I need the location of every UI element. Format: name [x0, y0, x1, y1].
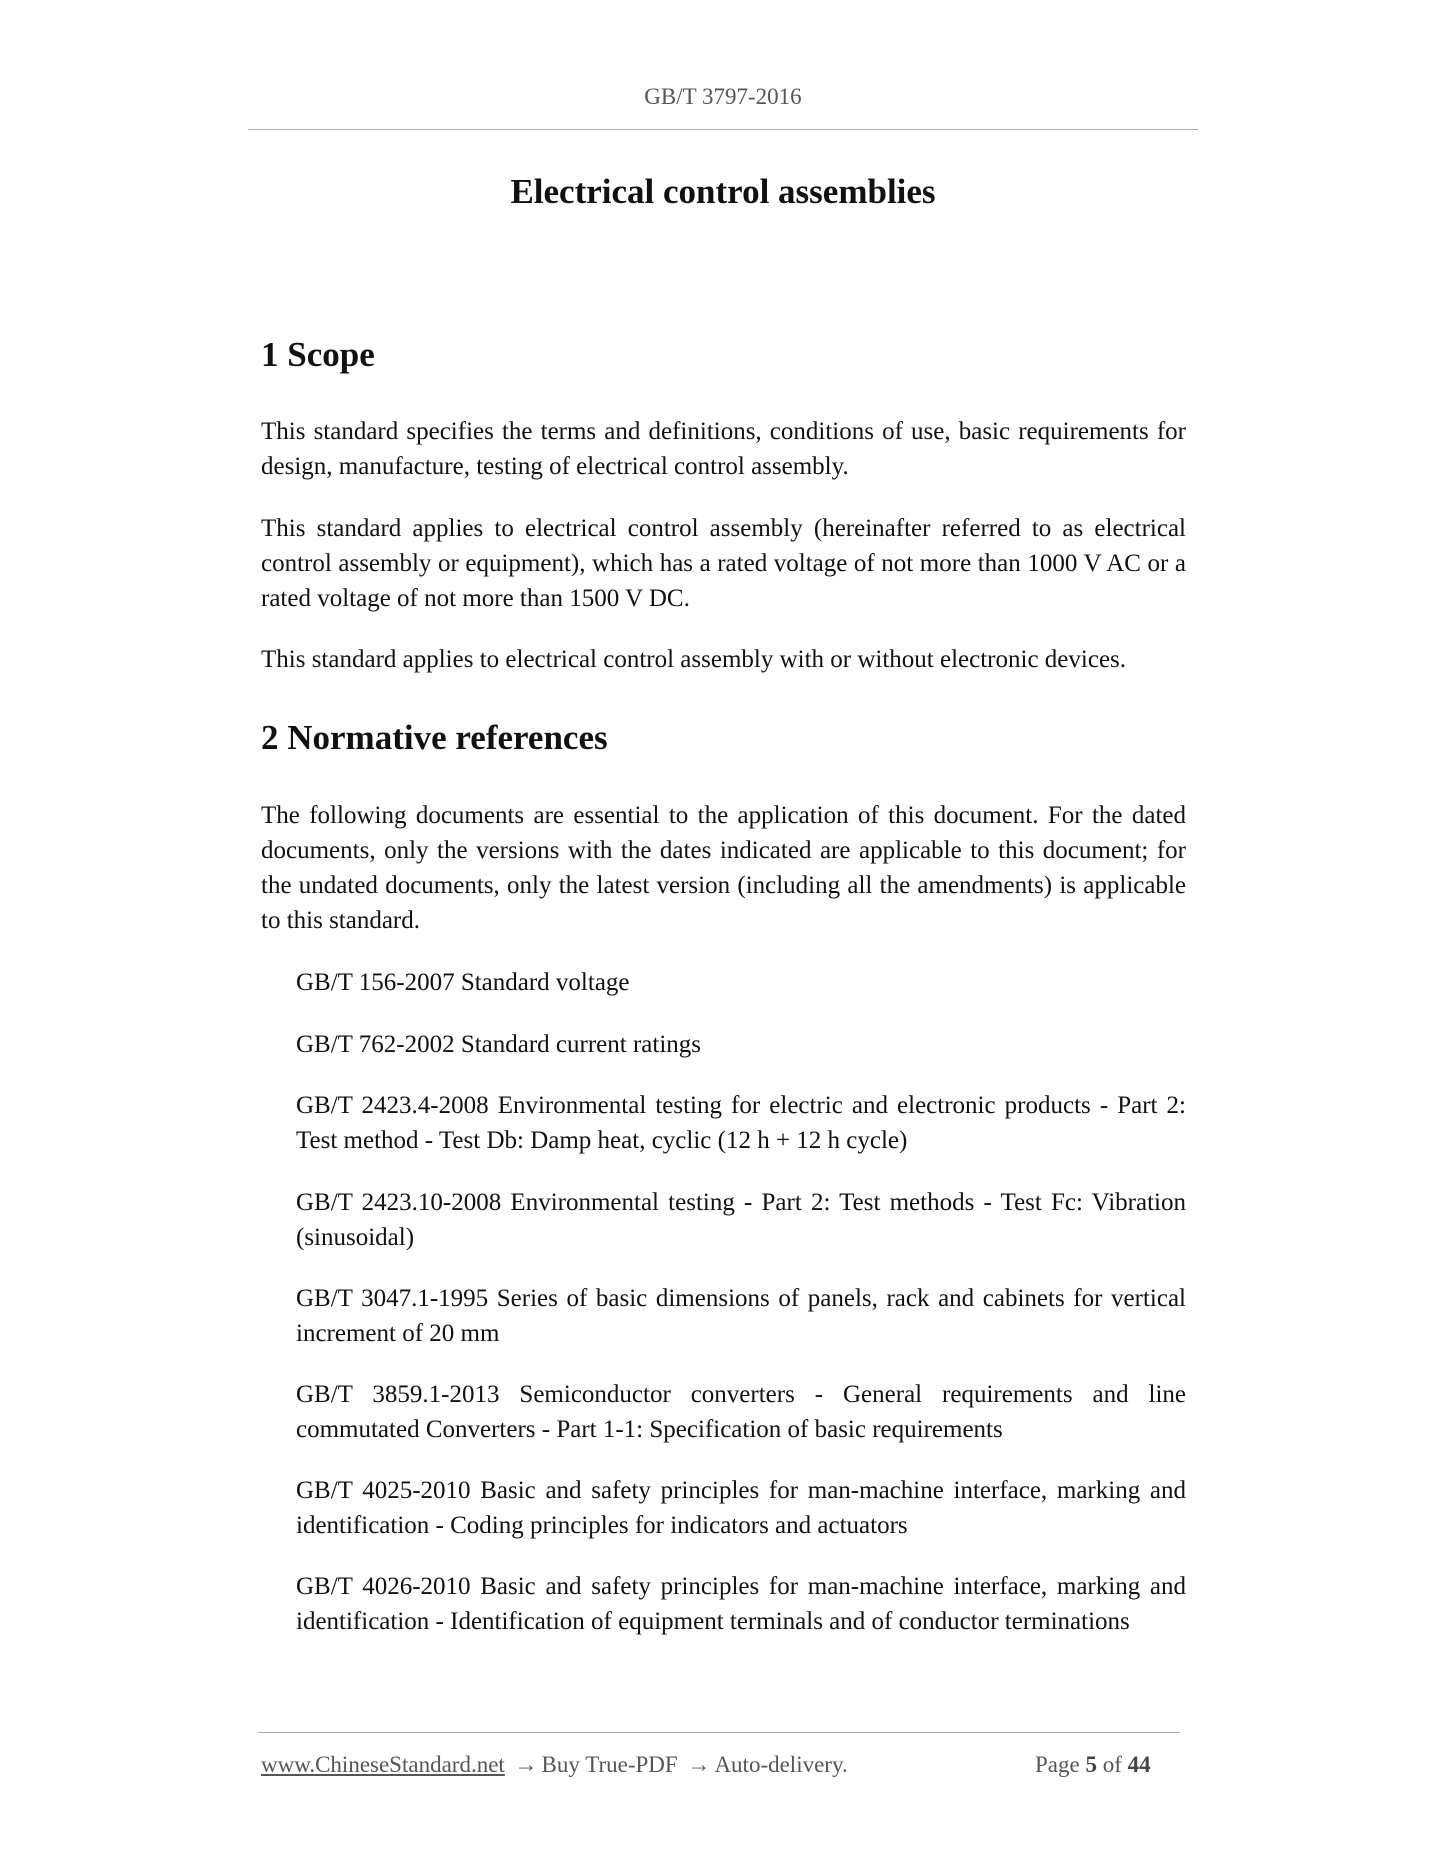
reference-item: GB/T 2423.10-2008 Environmental testing - Part 2: Test methods - Test Fc: Vibration (sinusoidal): [296, 1189, 1186, 1251]
reference-item: GB/T 3859.1-2013 Semiconductor converters - General requirements and line commutated Converters - Part 1-1: Specification of basic requirements: [296, 1381, 1186, 1443]
arrow-right-icon: →: [687, 1752, 711, 1777]
website-link[interactable]: www.ChineseStandard.net: [261, 1752, 505, 1777]
footer-promo: [261, 1752, 848, 1778]
section-heading-scope: 1 Scope: [261, 335, 375, 374]
arrow-right-icon: →: [514, 1752, 538, 1777]
reference-item: GB/T 4026-2010 Basic and safety principles for man-machine interface, marking and identification - Identification of equipment terminals and of conductor terminations: [296, 1573, 1186, 1635]
reference-item: GB/T 762-2002 Standard current ratings: [296, 1031, 702, 1058]
of-label: of: [1102, 1752, 1122, 1777]
reference-item: GB/T 2423.4-2008 Environmental testing for electric and electronic products - Part 2: Test method - Test Db: Damp heat, cyclic (12 h + 12 h cycle): [296, 1092, 1186, 1154]
section-heading-normative-references: 2 Normative references: [261, 718, 608, 757]
total-pages: 44: [1127, 1752, 1151, 1777]
buy-text: Buy True-PDF: [541, 1752, 678, 1777]
footer-divider: [258, 1732, 1180, 1733]
page-indicator: [1035, 1752, 1151, 1778]
page-label: Page: [1035, 1752, 1080, 1777]
delivery-text: Auto-delivery.: [714, 1752, 848, 1777]
scope-paragraph-1: This standard specifies the terms and definitions, conditions of use, basic requirements for design, manufacture, testing of electrical control assembly.: [261, 418, 1186, 480]
page-number: 5: [1085, 1752, 1097, 1777]
scope-paragraph-2: This standard applies to electrical control assembly (hereinafter referred to as electrical control assembly or equipment), which has a rated voltage of not more than 1000 V AC or a rated voltage of not more than 1500 V DC.: [261, 515, 1186, 612]
reference-item: GB/T 4025-2010 Basic and safety principles for man-machine interface, marking and identification - Coding principles for indicators and actuators: [296, 1477, 1186, 1539]
header-divider: [248, 129, 1198, 130]
document-title: Electrical control assemblies: [510, 172, 936, 211]
scope-paragraph-3: This standard applies to electrical control assembly with or without electronic devices.: [261, 646, 1127, 673]
reference-item: GB/T 3047.1-1995 Series of basic dimensions of panels, rack and cabinets for vertical increment of 20 mm: [296, 1285, 1186, 1347]
header-doc-number: GB/T 3797-2016: [644, 84, 802, 109]
reference-item: GB/T 156-2007 Standard voltage: [296, 969, 630, 996]
references-intro-paragraph: The following documents are essential to the application of this document. For the dated documents, only the versions with the dates indicated are applicable to this document; for the undated documents, only the latest version (including all the amendments) is applicable to this standard.: [261, 802, 1186, 934]
